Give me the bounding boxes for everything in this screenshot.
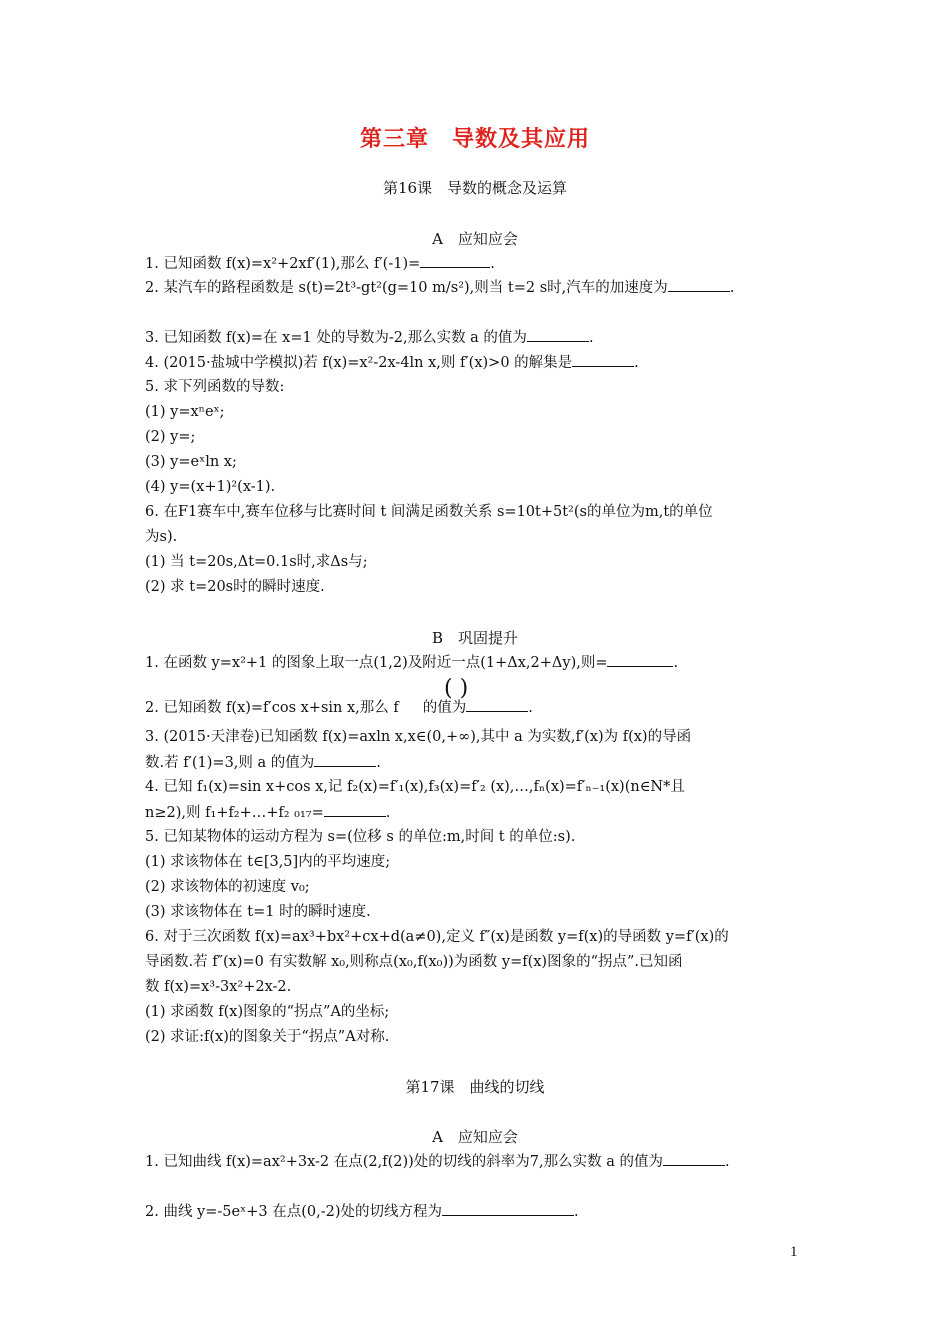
question-period: . <box>724 1154 730 1170</box>
question-a4 <box>145 352 815 373</box>
question-a5-part1: (1) y=xⁿeˣ; <box>145 404 225 420</box>
answer-blank <box>466 697 528 712</box>
answer-blank <box>442 1201 574 1216</box>
question-period: . <box>673 655 679 671</box>
question-text: 3. 已知函数 f(x)=在 x=1 处的导数为-2,那么实数 a 的值为 <box>145 330 527 346</box>
question-text: 1. 在函数 y=x²+1 的图象上取一点(1,2)及附近一点(1+Δx,2+Δy),则= <box>145 655 608 671</box>
question-a3 <box>145 327 815 348</box>
question-b1 <box>145 652 815 673</box>
question-a6-part1: (1) 当 t=20s,Δt=0.1s时,求Δs与; <box>145 554 368 570</box>
page-number: 1 <box>790 1244 798 1260</box>
parenthesis-fraction: ( ) <box>444 676 469 701</box>
answer-blank <box>314 752 376 767</box>
question-a6-part2: (2) 求 t=20s时的瞬时速度. <box>145 579 325 595</box>
question-period: . <box>528 700 533 716</box>
question-a5: 5. 求下列函数的导数: <box>145 379 285 395</box>
question-period: . <box>376 755 381 771</box>
section-b-heading: B 巩固提升 <box>431 629 519 647</box>
question-b6: 6. 对于三次函数 f(x)=ax³+bx²+cx+d(a≠0),定义 f″(x)是函数 y=f(x)的导函数 y=f′(x)的 <box>145 929 729 945</box>
question-a5-part4: (4) y=(x+1)²(x-1). <box>145 479 276 495</box>
question-b5: 5. 已知某物体的运动方程为 s=(位移 s 的单位:m,时间 t 的单位:s). <box>145 829 576 845</box>
question-a1 <box>145 253 815 274</box>
question-text: n≥2),则 f₁+f₂+…+f₂ ₀₁₇= <box>145 805 324 821</box>
answer-blank <box>420 253 490 268</box>
question-text: 1. 已知函数 f(x)=x²+2xf′(1),那么 f′(-1)= <box>145 256 421 272</box>
lesson-17-title: 第17课 曲线的切线 <box>405 1078 545 1096</box>
question-b3: 3. (2015·天津卷)已知函数 f(x)=axln x,x∈(0,+∞),其中 a 为实数,f′(x)为 f(x)的导函 <box>145 729 692 745</box>
question-a6: 6. 在F1赛车中,赛车位移与比赛时间 t 间满足函数关系 s=10t+5t²(s的单位为m,t的单位 <box>145 504 713 520</box>
question-b5-part1: (1) 求该物体在 t∈[3,5]内的平均速度; <box>145 854 391 870</box>
answer-blank <box>663 1151 725 1166</box>
question-17-a1 <box>145 1151 815 1172</box>
question-b4: 4. 已知 f₁(x)=sin x+cos x,记 f₂(x)=f′₁(x),f₃(x)=f′₂ (x),…,fₙ(x)=f′ₙ₋₁(x)(n∈N*且 <box>145 779 685 795</box>
question-b5-part3: (3) 求该物体在 t=1 时的瞬时速度. <box>145 904 371 920</box>
question-b4-cont <box>145 802 815 823</box>
question-period: . <box>634 355 639 371</box>
question-period: . <box>574 1204 579 1220</box>
answer-blank <box>527 327 589 342</box>
question-b6-part1: (1) 求函数 f(x)图象的“拐点”A的坐标; <box>145 1004 390 1020</box>
answer-blank <box>324 802 386 817</box>
question-a5-part3: (3) y=eˣln x; <box>145 454 237 470</box>
question-b6-cont1: 导函数.若 f″(x)=0 有实数解 x₀,则称点(x₀,f(x₀))为函数 y=f(x)图象的“拐点”.已知函 <box>145 954 683 970</box>
answer-blank <box>668 277 730 292</box>
section-a-heading: A 应知应会 <box>432 230 518 248</box>
question-text: 4. (2015·盐城中学模拟)若 f(x)=x²-2x-4ln x,则 f′(x)>0 的解集是 <box>145 355 573 371</box>
question-text: 2. 某汽车的路程函数是 s(t)=2t³-gt²(g=10 m/s²),则当 t=2 s时,汽车的加速度为 <box>145 280 668 296</box>
question-text-cont: 的值为 <box>422 700 467 716</box>
question-period: . <box>588 330 594 346</box>
question-17-a2 <box>145 1201 815 1222</box>
question-period: . <box>490 256 495 272</box>
question-a6-cont: 为s). <box>145 529 178 545</box>
question-b3-cont <box>145 752 815 773</box>
section-a-heading-17: A 应知应会 <box>432 1128 518 1146</box>
question-b6-part2: (2) 求证:f(x)的图象关于“拐点”A对称. <box>145 1029 390 1045</box>
question-b2 <box>145 697 815 718</box>
answer-blank <box>607 652 673 667</box>
question-text: 1. 已知曲线 f(x)=ax²+3x-2 在点(2,f(2))处的切线的斜率为7,那么实数 a 的值为 <box>145 1154 663 1170</box>
answer-blank <box>572 352 634 367</box>
question-a2 <box>145 277 815 298</box>
question-text: 2. 已知函数 f(x)=f′cos x+sin x,那么 f <box>145 700 399 716</box>
lesson-16-title: 第16课 导数的概念及运算 <box>382 179 568 197</box>
question-text: 数.若 f′(1)=3,则 a 的值为 <box>145 755 315 771</box>
chapter-title: 第三章 导数及其应用 <box>359 127 590 152</box>
question-a5-part2: (2) y=; <box>145 429 196 445</box>
question-b6-cont2: 数 f(x)=x³-3x²+2x-2. <box>145 979 292 995</box>
question-period: . <box>729 280 735 296</box>
question-period: . <box>385 805 391 821</box>
question-b5-part2: (2) 求该物体的初速度 v₀; <box>145 879 310 895</box>
question-text: 2. 曲线 y=-5eˣ+3 在点(0,-2)处的切线方程为 <box>145 1204 443 1220</box>
